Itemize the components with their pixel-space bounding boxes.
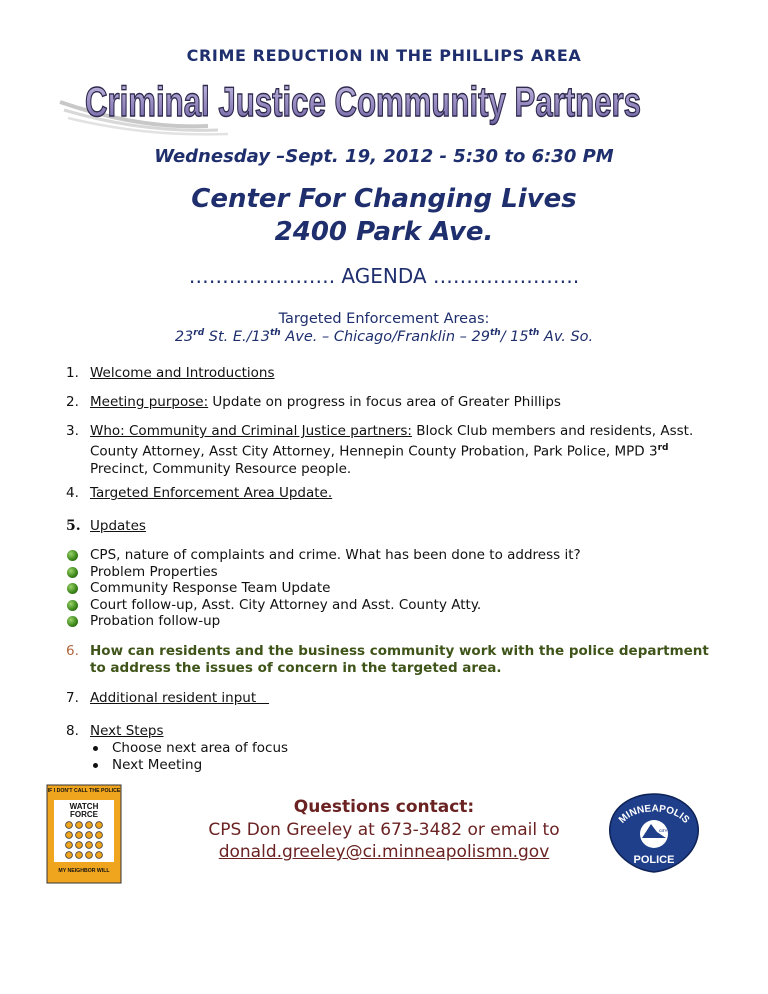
event-date: Wednesday –Sept. 19, 2012 - 5:30 to 6:30 PM <box>154 146 614 167</box>
item-label: Next Steps <box>90 723 164 739</box>
svg-text:MINNEAPOLIS: MINNEAPOLIS <box>616 803 692 826</box>
item-number: 7. <box>66 690 79 706</box>
svg-text:WATCH: WATCH <box>69 802 99 811</box>
agenda-heading: …………………. AGENDA …………………. <box>188 264 580 288</box>
item-label: Who: Community and Criminal Justice partners: <box>90 423 412 439</box>
green-bullet-icon <box>67 583 78 594</box>
update-item: Problem Properties <box>66 564 686 581</box>
update-item: Court follow-up, Asst. City Attorney and Asst. County Atty. <box>66 597 686 614</box>
minneapolis-police-logo <box>607 792 701 874</box>
item-label: Additional resident input <box>90 690 270 706</box>
svg-text:MY NEIGHBOR WILL: MY NEIGHBOR WILL <box>58 868 110 874</box>
venue-address: 2400 Park Ave. <box>274 217 494 247</box>
agenda-item-question <box>66 643 726 677</box>
next-step-item: Next Meeting <box>66 757 726 774</box>
agenda-item-meeting-purpose <box>66 394 726 411</box>
item-number: 6. <box>66 643 79 659</box>
item-number: 8. <box>66 723 79 739</box>
agenda-item-welcome <box>66 365 726 382</box>
item-text: How can residents and the business community work with the police department to address the issues of concern in the targeted area. <box>90 643 709 676</box>
next-step-item: Choose next area of focus <box>66 740 726 757</box>
agenda-item-tea-update <box>66 485 726 502</box>
updates-list <box>66 547 686 630</box>
update-item: Community Response Team Update <box>66 580 686 597</box>
item-label: Targeted Enforcement Area Update. <box>90 485 333 501</box>
targeted-areas-title: Targeted Enforcement Areas: <box>278 311 490 327</box>
targeted-areas-list: 23rd St. E./13th Ave. – Chicago/Franklin – 29th/ 15th Av. So. <box>174 328 594 345</box>
green-bullet-icon <box>67 616 78 627</box>
item-text: Block Club members and residents, Asst. County Attorney, Asst City Attorney, Hennepin County Probation, Park Police, MPD 3 <box>90 423 694 460</box>
agenda-item-resident-input <box>66 690 726 707</box>
item-label: Welcome and Introductions <box>90 365 275 381</box>
item-number: 5. <box>66 518 81 534</box>
green-bullet-icon <box>67 567 78 578</box>
item-number: 3. <box>66 423 79 439</box>
banner-title-graphic <box>58 66 668 146</box>
agenda-item-next-steps <box>66 723 726 774</box>
document-kicker: CRIME REDUCTION IN THE PHILLIPS AREA <box>186 46 582 65</box>
contact-email-link[interactable]: donald.greeley@ci.minneapolismn.gov <box>218 842 550 862</box>
item-number: 1. <box>66 365 79 381</box>
contact-line: CPS Don Greeley at 673-3482 or email to <box>208 820 560 840</box>
banner-title-text: Criminal Justice Community Partners <box>85 78 641 125</box>
item-number: 2. <box>66 394 79 410</box>
svg-text:POLICE: POLICE <box>633 854 675 866</box>
item-label: Meeting purpose: <box>90 394 209 410</box>
svg-text:IF I DON'T CALL THE POLICE: IF I DON'T CALL THE POLICE <box>47 788 121 794</box>
update-item: Probation follow-up <box>66 613 686 630</box>
item-label: Updates <box>90 518 146 534</box>
item-number: 4. <box>66 485 79 501</box>
green-bullet-icon <box>67 600 78 611</box>
svg-text:FORCE: FORCE <box>70 810 98 819</box>
questions-heading: Questions contact: <box>293 797 475 817</box>
green-bullet-icon <box>67 550 78 561</box>
agenda-item-partners: 3. Who: Community and Criminal Justice partners: Block Club members and residents, Asst. County Attorney, Asst City Attorney, Hennepin County Probation, Park Police, MPD 3rd Precinct, Community Resource people. <box>66 423 694 477</box>
venue-name: Center For Changing Lives <box>191 184 577 214</box>
svg-text:CITY OF LAKES: CITY OF LAKES <box>659 829 687 833</box>
update-item: CPS, nature of complaints and crime. What has been done to address it? <box>66 547 686 564</box>
item-text: Update on progress in focus area of Greater Phillips <box>208 394 561 410</box>
agenda-item-updates <box>66 518 726 535</box>
